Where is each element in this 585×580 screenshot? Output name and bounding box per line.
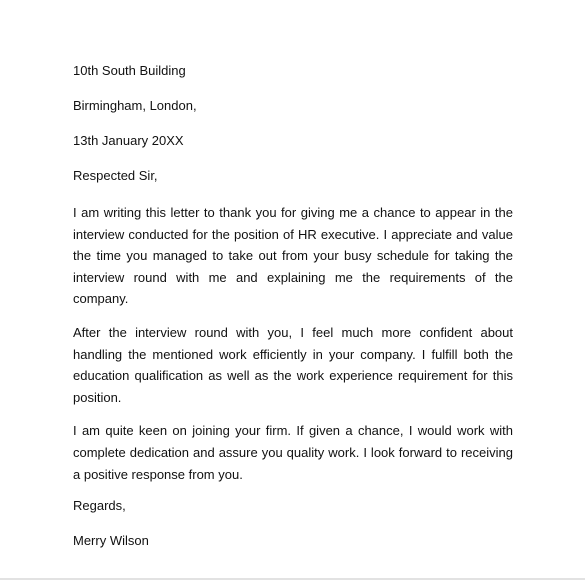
address-line-1: 10th South Building — [73, 63, 186, 78]
salutation: Respected Sir, — [73, 168, 158, 183]
paragraph-2: After the interview round with you, I feel much more confident about handling the mentioned work efficiently in your company. I fulfill both the education qualification as well as the work experience requirement for this position. — [73, 324, 513, 405]
letter-date: 13th January 20XX — [73, 133, 184, 148]
signature-name: Merry Wilson — [73, 533, 149, 549]
paragraph-3: I am quite keen on joining your firm. If given a chance, I would work with complete dedication and assure you quality work. I look forward to receiving a positive response from you. — [73, 423, 513, 482]
paragraph-1: I am writing this letter to thank you for giving me a chance to appear in the interview conducted for the position of HR executive. I appreciate and value the time you managed to take out from your busy schedule for taking the interview round with me and explaining me the requirements of the company. — [73, 205, 513, 307]
letter-body — [73, 62, 513, 550]
address-line-2: Birmingham, London, — [73, 98, 197, 113]
closing: Regards, — [73, 498, 126, 514]
